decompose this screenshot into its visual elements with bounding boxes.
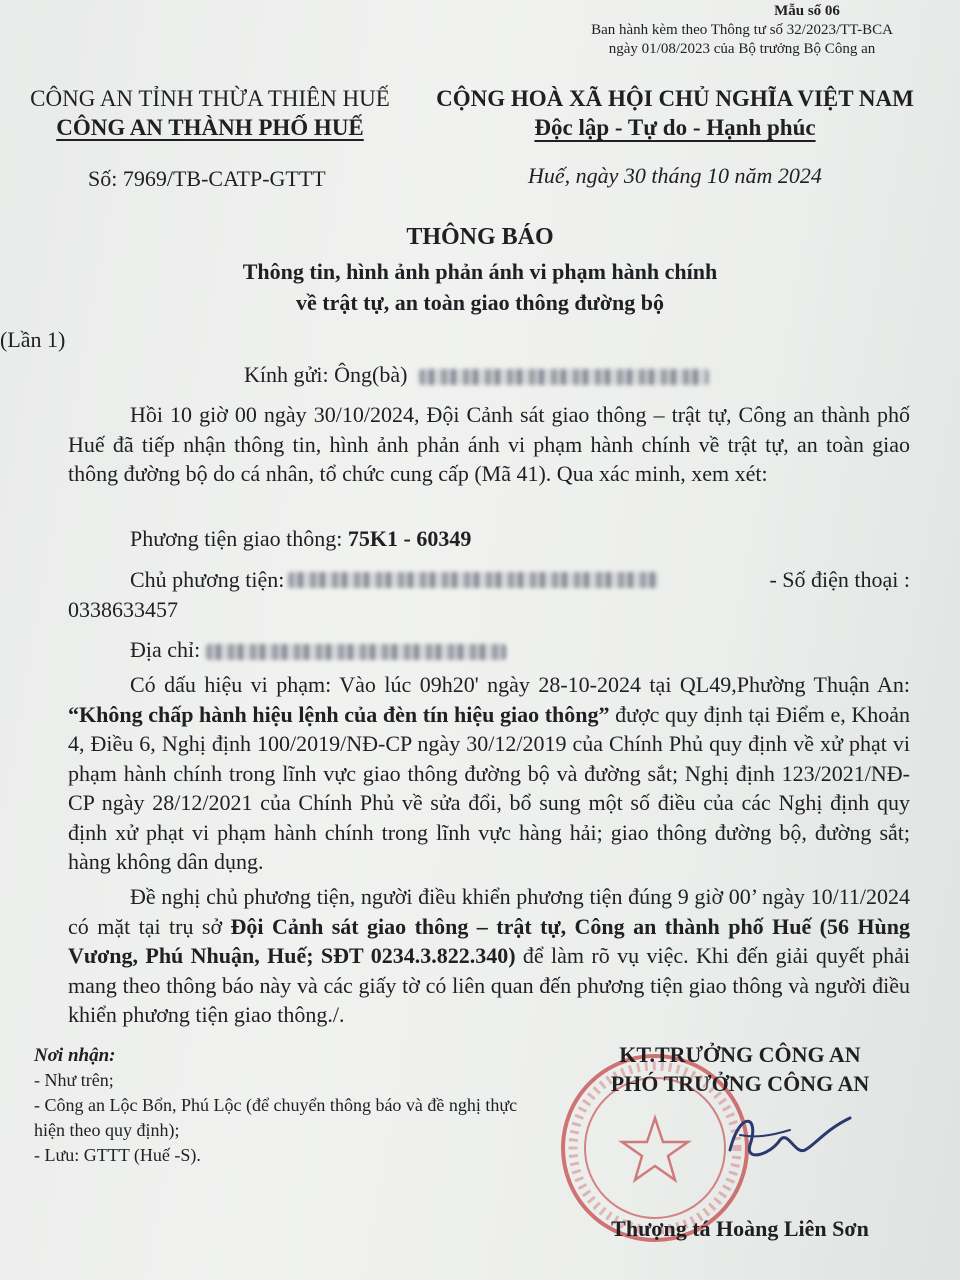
vehicle-plate: 75K1 - 60349 [347,526,472,551]
request-paragraph [68,882,910,1030]
address-line [68,635,910,665]
place-date: Huế, ngày 30 tháng 10 năm 2024 [528,163,822,188]
recipients-block [34,1043,524,1168]
agency-line1: CÔNG AN TỈNH THỪA THIÊN HUẾ [30,86,390,111]
form-identifier [562,2,922,59]
redacted-address [206,644,506,660]
owner-phone-label: - Số điện thoại : [769,567,910,592]
form-number: Mẫu số 06 [774,3,840,19]
paragraph-intro [68,400,910,489]
violation-name: “Không chấp hành hiệu lệnh của đèn tín hiệu giao thông” [68,701,610,727]
notice-count: (Lần 1) [0,327,66,352]
redacted-owner-name [288,572,658,588]
national-header [430,84,920,142]
violation-paragraph [68,670,910,877]
intro-text: Hồi 10 giờ 00 ngày 30/10/2024, Đội Cảnh sát giao thông – trật tự, Công an thành phố Huế đã tiếp nhận thông tin, hình ảnh phản ánh vi phạm hành chính về trật tự, an toàn giao thông đường bộ do cá nhân, tổ chức cung cấp (Mã 41). Qua xác minh, xem xét: [68,402,910,486]
redacted-addressee-name [419,369,709,385]
recipient-item: - Lưu: GTTT (Huế -S). [34,1145,201,1165]
document-number: Số: 7969/TB-CATP-GTTT [88,166,326,191]
owner-label: Chủ phương tiện: [130,567,285,592]
recipient-item: - Công an Lộc Bổn, Phú Lộc (để chuyển thông báo và đề nghị thực hiện theo quy định); [34,1095,518,1140]
violation-legal-basis: được quy định tại Điểm e, Khoản 4, Điều 6, Nghị định 100/2019/NĐ-CP ngày 30/12/2019 của Chính Phủ quy định về xử phạt vi phạm hành chính trong lĩnh vực giao thông đường bộ và đường sắt; Nghị định 123/2021/NĐ-CP ngày 28/12/2021 của Chính Phủ về sửa đổi, bổ sung một số điều của các Nghị định quy định xử phạt vi phạm hành chính trong lĩnh vực hàng hải; giao thông đường bộ, đường sắt; hàng không dân dụng. [68,701,910,874]
issuing-agency [10,84,410,142]
violation-intro: Có dấu hiệu vi phạm: Vào lúc 09h20' ngày 28-10-2024 tại QL49,Phường Thuận An: [130,672,910,697]
owner-line [68,565,910,624]
nation-motto: Độc lập - Tự do - Hạnh phúc [534,115,816,140]
document-subtitle [0,256,960,318]
agency-line2 [10,113,410,142]
address-label: Địa chỉ: [130,637,206,662]
addressee-label: Kính gửi: Ông(bà) [244,362,408,387]
vehicle-line [68,524,910,554]
signer-name: Thượng tá Hoàng Liên Sơn [611,1216,869,1241]
recipient-item: - Như trên; [34,1070,114,1090]
request-text-1: Đề nghị chủ phương tiện, người điều khiển phương tiện đúng 9 giờ 00’ ngày 10/11/2024 có mặt tại trụ sở [68,884,910,939]
form-issued-line1: Ban hành kèm theo Thông tư số 32/2023/TT-BCA [591,22,893,38]
request-place: Đội Cảnh sát giao thông – trật tự, Công an thành phố Huế (56 Hùng Vương, Phú Nhuận, Huế; SĐT 0234.3.822.340) [68,913,910,968]
signature-title [570,1040,910,1098]
signature-line2: PHÓ TRƯỞNG CÔNG AN [610,1071,870,1096]
addressee [244,362,709,388]
subtitle-line2: về trật tự, an toàn giao thông đường bộ [295,290,664,315]
nation-name: CỘNG HOÀ XÃ HỘI CHỦ NGHĨA VIỆT NAM [436,86,914,111]
handwritten-signature [700,1100,860,1180]
signature-line1: KT.TRƯỞNG CÔNG AN [619,1042,861,1067]
form-issued-line2: ngày 01/08/2023 của Bộ trưởng Bộ Công an [608,41,876,57]
subtitle-line1: Thông tin, hình ảnh phản ánh vi phạm hành chính [242,259,718,284]
recipients-heading: Nơi nhận: [34,1045,116,1066]
vehicle-label: Phương tiện giao thông: [130,526,348,551]
agency-line2-text: CÔNG AN THÀNH PHỐ HUẾ [56,115,364,140]
owner-phone: 0338633457 [68,596,178,622]
request-text-2: để làm rõ vụ việc. Khi đến giải quyết phải mang theo thông báo này và các giấy tờ có liên quan đến phương tiện giao thông và người điều khiển phương tiện giao thông./. [68,943,910,1027]
document-title: THÔNG BÁO [406,224,554,250]
